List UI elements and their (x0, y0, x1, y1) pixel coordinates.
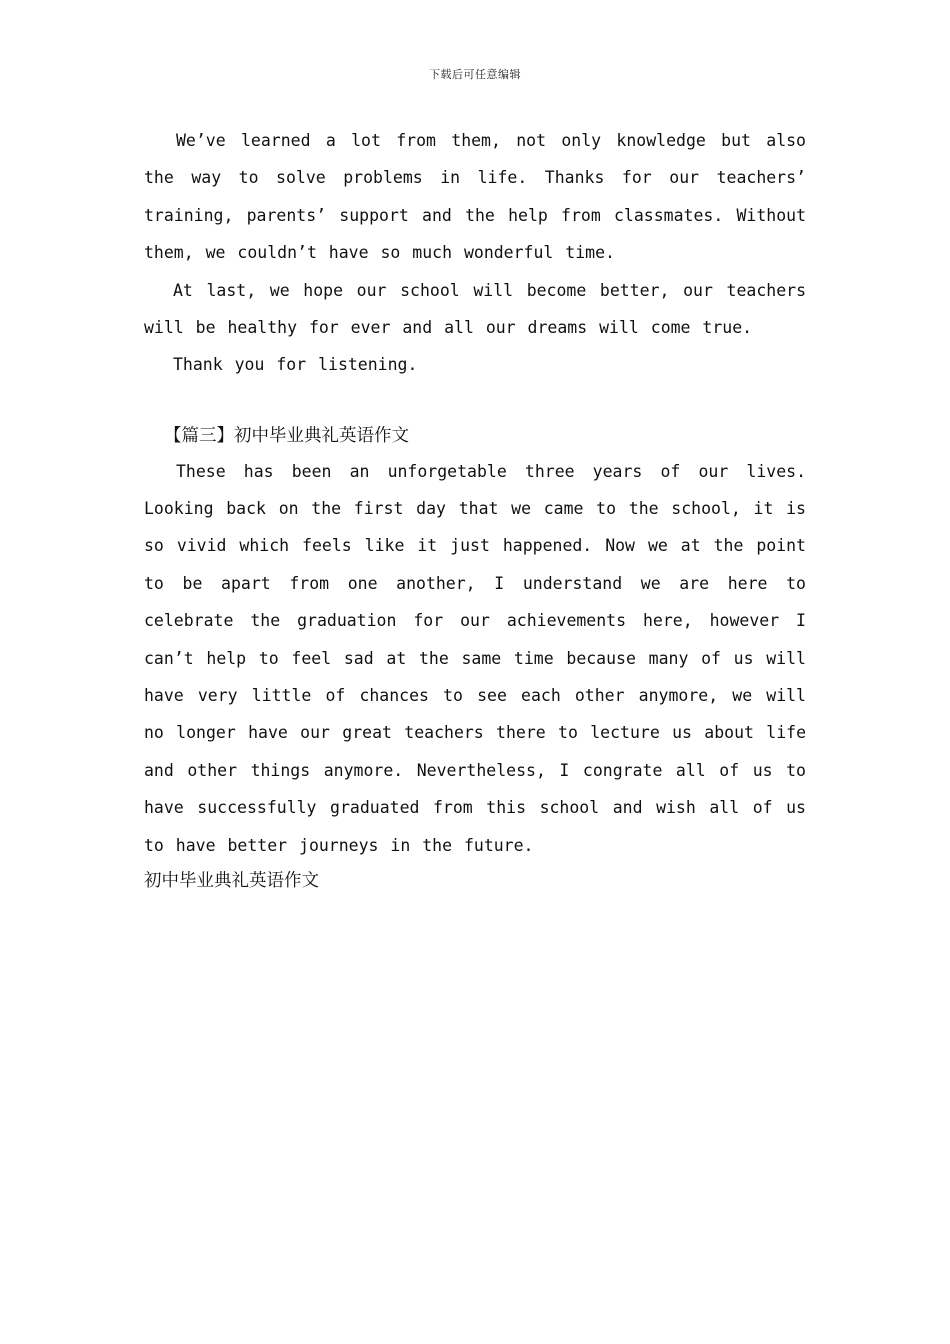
paragraph-hope: At last, we hope our school will become better, our teachers will be healthy for ever and all our dreams will come true. (144, 280, 806, 337)
section-title: 【篇三】初中毕业典礼英语作文 (164, 425, 409, 446)
document-body (144, 122, 806, 898)
paragraph-graduation-essay: These has been an unforgetable three years of our lives. Looking back on the first day that we came to the school, it is so vivid which feels like it just happened. Now we at the point to be apart from one another, I understand we are here to celebrate the graduation for our achievements here, however I can’t help to feel sad at the same time because many of us will have very little of chances to see each other anymore, we will no longer have our great teachers there to lecture us about life and other things anymore. Nevertheless, I congrate all of us to have successfully graduated from this school and wish all of us to have better journeys in the future. (144, 461, 806, 855)
page-header: 下载后可任意编辑 (429, 68, 521, 81)
closing-title: 初中毕业典礼英语作文 (144, 871, 319, 892)
paragraph-teachers-thanks: We’ve learned a lot from them, not only knowledge but also the way to solve problems in life. Thanks for our teachers’ training, parents’ support and the help from classmates. Without them, we couldn’t have so much wonderful time. (144, 131, 806, 263)
section-gap (144, 383, 806, 417)
paragraph-thank-you: Thank you for listening. (173, 354, 418, 374)
